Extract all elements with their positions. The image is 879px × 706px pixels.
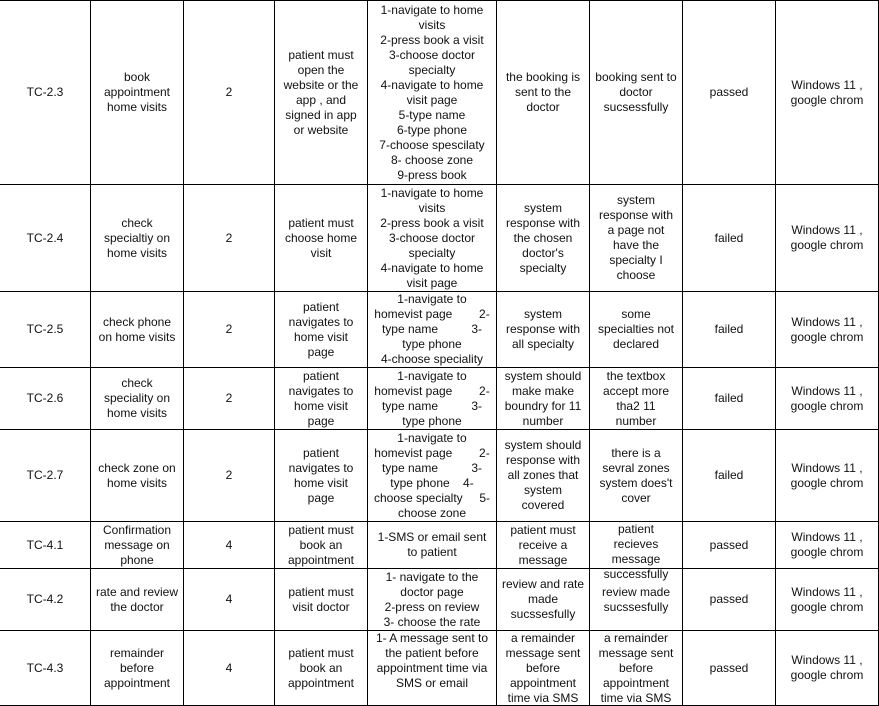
status-cell: failed: [683, 292, 776, 368]
steps-cell: [368, 631, 497, 706]
actual-result-cell: the textbox accept more tha2 11 number: [590, 368, 683, 430]
priority-cell: 4: [184, 569, 275, 631]
status-cell: failed: [683, 368, 776, 430]
precondition-cell: patient must book an appointment: [275, 631, 368, 706]
actual-result-cell: booking sent to doctor sucsessfully: [590, 1, 683, 185]
table-row: [0, 631, 879, 706]
test-case-id: TC-4.1: [0, 522, 91, 569]
table-row: [0, 292, 879, 368]
table-row: [0, 1, 879, 185]
test-case-id: TC-2.6: [0, 368, 91, 430]
environment-cell: Windows 11 , google chrom: [776, 430, 879, 522]
priority-cell: 2: [184, 1, 275, 185]
environment-cell: Windows 11 , google chrom: [776, 185, 879, 292]
test-case-title: check specialtiy on home visits: [91, 185, 184, 292]
test-case-id: TC-2.5: [0, 292, 91, 368]
test-case-title: rate and review the doctor: [91, 569, 184, 631]
status-cell: passed: [683, 1, 776, 185]
status-cell: failed: [683, 185, 776, 292]
steps-cell: 1- navigate to the doctor page 2-press on review 3- choose the rate: [368, 569, 497, 631]
priority-cell: 4: [184, 631, 275, 706]
expected-result-cell: system should response with all zones that system covered: [497, 430, 590, 522]
expected-result-cell: the booking is sent to the doctor: [497, 1, 590, 185]
status-cell: passed: [683, 522, 776, 569]
steps-cell: 1-navigate to homevist page 2- type name 3- type phone 4- choose specialty 5- choose zone: [368, 430, 497, 522]
test-case-title: book appointment home visits: [91, 1, 184, 185]
status-cell: passed: [683, 569, 776, 631]
actual-result-text: a remainder message sent before appointment time via SMS: [598, 631, 674, 705]
actual-result-cell: [590, 631, 683, 706]
actual-result-cell: review made sucssesfully: [590, 569, 683, 631]
test-case-title: check zone on home visits: [91, 430, 184, 522]
test-case-title: check phone on home visits: [91, 292, 184, 368]
priority-cell: 2: [184, 292, 275, 368]
precondition-cell: patient must choose home visit: [275, 185, 368, 292]
table-row: [0, 185, 879, 292]
expected-result-cell: system should make make boundry for 11 number: [497, 368, 590, 430]
table-row: [0, 368, 879, 430]
priority-cell: 2: [184, 185, 275, 292]
table-row: [0, 430, 879, 522]
environment-cell: Windows 11 , google chrom: [776, 569, 879, 631]
actual-result-cell: [590, 522, 683, 581]
precondition-cell: patient must book an appointment: [275, 522, 368, 569]
steps-cell: 1-navigate to home visits 2-press book a visit 3-choose doctor specialty 4-navigate to home visit page 5-type name 6-type phone 7-choose spescilaty 8- choose zone 9-press book: [368, 1, 497, 185]
steps-cell: 1-SMS or email sent to patient: [368, 522, 497, 569]
environment-cell: Windows 11 , google chrom: [776, 1, 879, 185]
test-case-title: Confirmation message on phone: [91, 522, 184, 569]
test-case-title: remainder before appointment: [91, 631, 184, 706]
actual-result-cell: there is a sevral zones system does't cover: [590, 430, 683, 522]
precondition-cell: patient navigates to home visit page: [275, 292, 368, 368]
priority-cell: 2: [184, 430, 275, 522]
precondition-cell: patient navigates to home visit page: [275, 430, 368, 522]
priority-cell: 4: [184, 522, 275, 569]
test-case-title: check speciality on home visits: [91, 368, 184, 430]
test-case-id: TC-2.7: [0, 430, 91, 522]
precondition-cell: patient navigates to home visit page: [275, 368, 368, 430]
expected-result-cell: review and rate made sucssesfully: [497, 569, 590, 631]
environment-cell: Windows 11 , google chrom: [776, 292, 879, 368]
steps-text: 1- A message sent to the patient before appointment time via SMS or email: [375, 631, 489, 690]
environment-cell: Windows 11 , google chrom: [776, 368, 879, 430]
steps-cell: 1-navigate to homevist page 2- type name 3- type phone: [368, 368, 497, 430]
expected-result-cell: system response with all specialty: [497, 292, 590, 368]
expected-result-text: a remainder message sent before appointment time via SMS: [505, 631, 581, 705]
expected-result-cell: [497, 631, 590, 706]
precondition-cell: patient must open the website or the app , and signed in app or website: [275, 1, 368, 185]
test-case-id: TC-2.3: [0, 1, 91, 185]
status-cell: passed: [683, 631, 776, 706]
test-case-id: TC-4.2: [0, 569, 91, 631]
actual-result-cell: some specialties not declared: [590, 292, 683, 368]
table-row: [0, 522, 879, 569]
expected-result-cell: patient must receive a message: [497, 522, 590, 569]
steps-cell: 1-navigate to homevist page 2- type name 3- type phone 4-choose speciality: [368, 292, 497, 368]
test-case-id: TC-4.3: [0, 631, 91, 706]
environment-cell: Windows 11 , google chrom: [776, 522, 879, 569]
actual-result-cell: system response with a page not have the specialty I choose: [590, 185, 683, 292]
steps-cell: 1-navigate to home visits 2-press book a visit 3-choose doctor specialty 4-navigate to home visit page: [368, 185, 497, 292]
test-case-id: TC-2.4: [0, 185, 91, 292]
priority-cell: 2: [184, 368, 275, 430]
environment-cell: Windows 11 , google chrom: [776, 631, 879, 706]
expected-result-cell: system response with the chosen doctor's specialty: [497, 185, 590, 292]
table-row: [0, 569, 879, 631]
precondition-cell: patient must visit doctor: [275, 569, 368, 631]
actual-result-text: patient recieves message successfully: [603, 522, 669, 581]
status-cell: failed: [683, 430, 776, 522]
